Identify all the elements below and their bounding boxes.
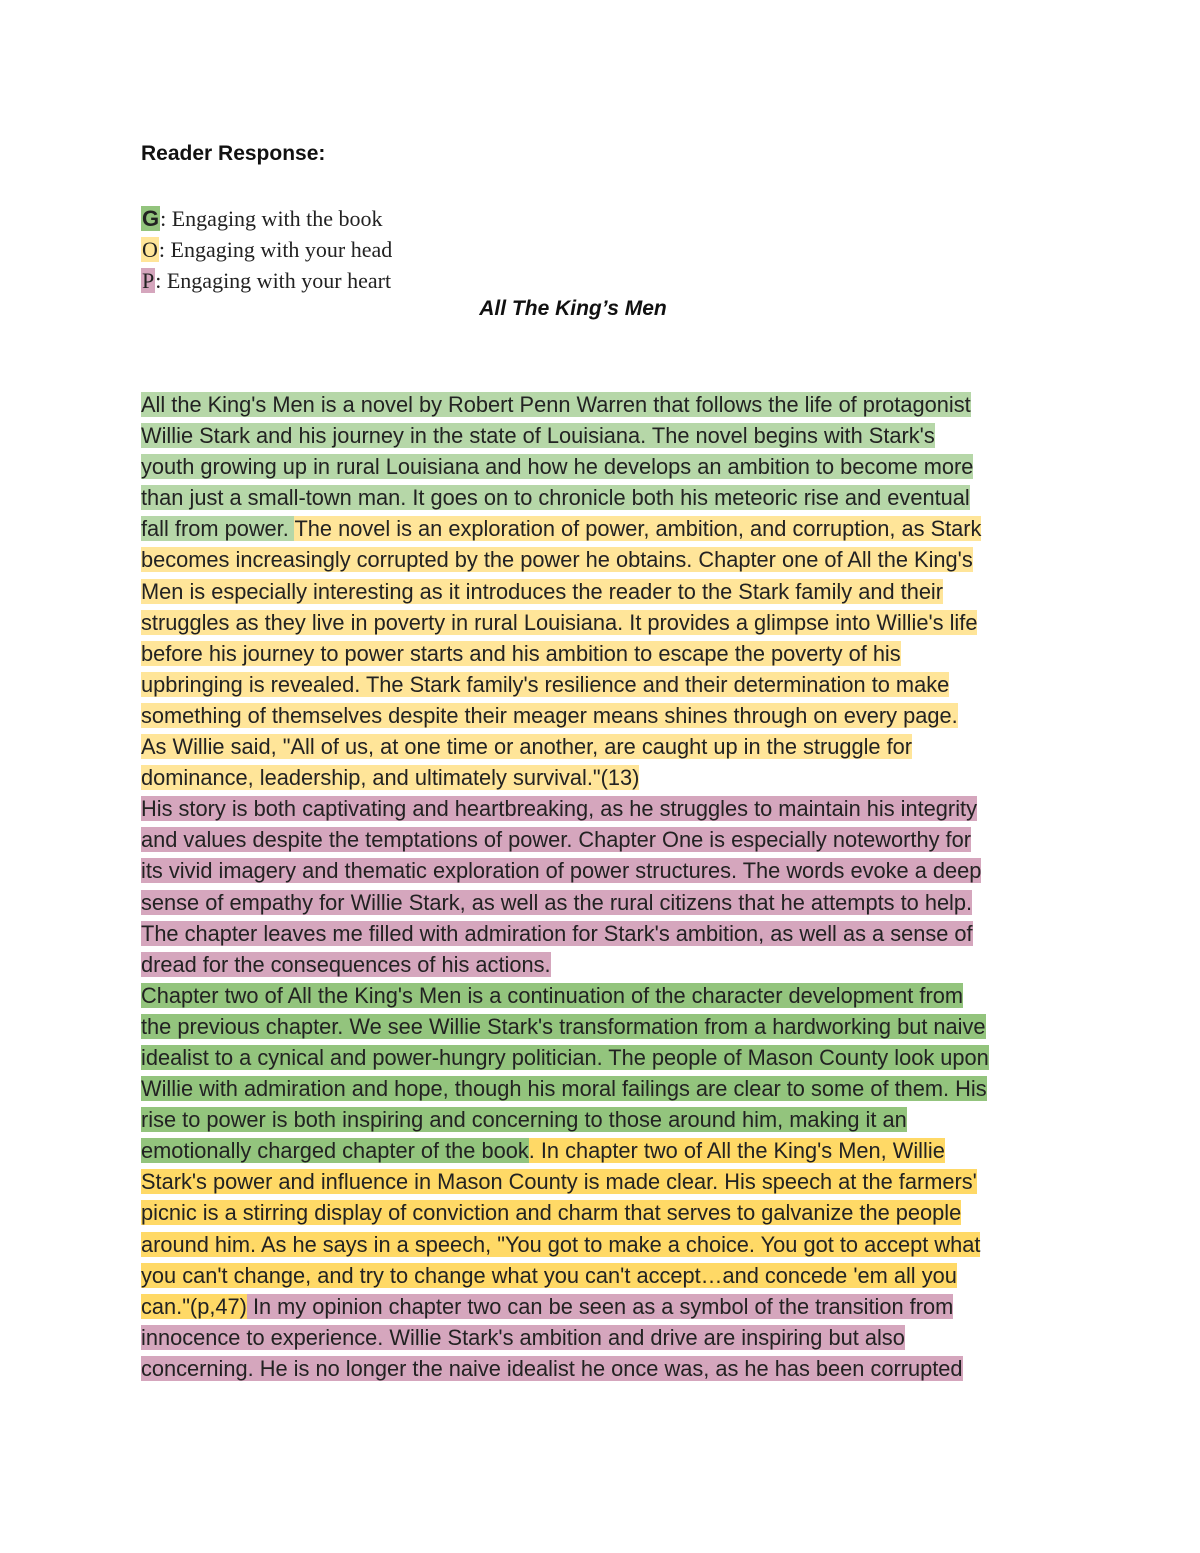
highlighted-text-g: Willie Stark and his journey in the state of Louisiana. The novel begins with Stark's bbox=[141, 423, 935, 449]
text-line bbox=[141, 607, 1059, 638]
legend-key-g: G bbox=[142, 206, 160, 231]
text-line bbox=[141, 1197, 1059, 1228]
legend-item-o bbox=[141, 234, 392, 265]
highlighted-text-g2: Willie with admiration and hope, though his moral failings are clear to some of them. His bbox=[141, 1076, 987, 1102]
legend-key-p: P bbox=[142, 268, 155, 293]
highlighted-text-p: concerning. He is no longer the naive idealist he once was, as he has been corrupted bbox=[141, 1355, 963, 1381]
text-line bbox=[141, 389, 1059, 420]
highlighted-text-g: fall from power. bbox=[141, 516, 295, 542]
highlighted-text-o: Men is especially interesting as it introduces the reader to the Stark family and their bbox=[141, 578, 944, 604]
highlighted-text-o: something of themselves despite their meager means shines through on every page. bbox=[141, 702, 958, 728]
text-line bbox=[141, 420, 1059, 451]
text-line bbox=[141, 980, 1059, 1011]
text-line bbox=[141, 1322, 1059, 1353]
text-line bbox=[141, 1042, 1059, 1073]
highlighted-text-o: struggles as they live in poverty in rural Louisiana. It provides a glimpse into Willie's life bbox=[141, 609, 978, 635]
legend-item-g bbox=[141, 203, 392, 234]
text-line bbox=[141, 482, 1059, 513]
text-line bbox=[141, 669, 1059, 700]
text-line bbox=[141, 1073, 1059, 1104]
highlighted-text-o: dominance, leadership, and ultimately survival."(13) bbox=[141, 765, 640, 791]
text-line bbox=[141, 1353, 1059, 1384]
highlighted-text-o2: . In chapter two of All the King's Men, Willie bbox=[528, 1138, 945, 1164]
text-line bbox=[141, 949, 1059, 980]
highlighted-text-o: before his journey to power starts and his ambition to escape the poverty of his bbox=[141, 640, 901, 666]
highlighted-text-o: As Willie said, "All of us, at one time or another, are caught up in the struggle for bbox=[141, 734, 913, 760]
legend-label-p: : Engaging with your heart bbox=[155, 268, 392, 293]
text-line bbox=[141, 762, 1059, 793]
highlighted-text-o: becomes increasingly corrupted by the power he obtains. Chapter one of All the King's bbox=[141, 547, 973, 573]
highlighted-text-o2: picnic is a stirring display of conviction and charm that serves to galvanize the people bbox=[141, 1200, 962, 1226]
legend-item-p bbox=[141, 265, 392, 296]
highlighted-text-p: In my opinion chapter two can be seen as a symbol of the transition from bbox=[246, 1293, 954, 1319]
highlighted-text-g2: rise to power is both inspiring and concerning to those around him, making it an bbox=[141, 1107, 907, 1133]
highlighted-text-o2: you can't change, and try to change what you can't accept…and concede 'em all you bbox=[141, 1262, 957, 1288]
highlighted-text-p: The chapter leaves me filled with admiration for Stark's ambition, as well as a sense of bbox=[141, 920, 973, 946]
text-line bbox=[141, 1166, 1059, 1197]
highlighted-text-g: youth growing up in rural Louisiana and how he develops an ambition to become more bbox=[141, 454, 974, 480]
highlighted-text-p: sense of empathy for Willie Stark, as well as the rural citizens that he attempts to help. bbox=[141, 889, 973, 915]
highlighted-text-o2: can."(p,47) bbox=[141, 1293, 247, 1319]
text-line bbox=[141, 824, 1059, 855]
highlighted-text-o2: Stark's power and influence in Mason County is made clear. His speech at the farmers' bbox=[141, 1169, 977, 1195]
legend-label-g: : Engaging with the book bbox=[160, 206, 383, 231]
text-line bbox=[141, 1229, 1059, 1260]
highlighted-text-g: than just a small-town man. It goes on to chronicle both his meteoric rise and eventual bbox=[141, 485, 970, 511]
essay-title: All The King’s Men bbox=[479, 297, 667, 320]
highlight-legend bbox=[141, 203, 392, 296]
text-line bbox=[141, 638, 1059, 669]
page-heading: Reader Response: bbox=[141, 142, 326, 165]
highlighted-text-g2: the previous chapter. We see Willie Stark's transformation from a hardworking but naive bbox=[141, 1013, 986, 1039]
legend-label-o: : Engaging with your head bbox=[158, 237, 393, 262]
highlighted-text-g2: idealist to a cynical and power-hungry politician. The people of Mason County look upon bbox=[141, 1044, 989, 1070]
text-line bbox=[141, 887, 1059, 918]
legend-key-o: O bbox=[142, 237, 158, 262]
highlighted-text-p: and values despite the temptations of power. Chapter One is especially noteworthy for bbox=[141, 827, 971, 853]
text-line bbox=[141, 1135, 1059, 1166]
text-line bbox=[141, 855, 1059, 886]
text-line bbox=[141, 513, 1059, 544]
text-line bbox=[141, 700, 1059, 731]
text-line bbox=[141, 576, 1059, 607]
highlighted-text-p: dread for the consequences of his actions. bbox=[141, 951, 551, 977]
text-line bbox=[141, 793, 1059, 824]
text-line bbox=[141, 1291, 1059, 1322]
highlighted-text-p: innocence to experience. Willie Stark's ambition and drive are inspiring but also bbox=[141, 1324, 905, 1350]
essay-body bbox=[141, 389, 1059, 1384]
text-line bbox=[141, 918, 1059, 949]
highlighted-text-p: His story is both captivating and heartbreaking, as he struggles to maintain his integrity bbox=[141, 796, 977, 822]
text-line bbox=[141, 1104, 1059, 1135]
highlighted-text-g2: Chapter two of All the King's Men is a continuation of the character development from bbox=[141, 982, 963, 1008]
highlighted-text-o: upbringing is revealed. The Stark family's resilience and their determination to make bbox=[141, 671, 950, 697]
text-line bbox=[141, 1260, 1059, 1291]
text-line bbox=[141, 731, 1059, 762]
text-line bbox=[141, 1011, 1059, 1042]
highlighted-text-g2: emotionally charged chapter of the book bbox=[141, 1138, 529, 1164]
highlighted-text-g: All the King's Men is a novel by Robert Penn Warren that follows the life of protagonist bbox=[141, 392, 971, 417]
highlighted-text-o2: around him. As he says in a speech, "You got to make a choice. You got to accept what bbox=[141, 1231, 981, 1257]
highlighted-text-o: The novel is an exploration of power, ambition, and corruption, as Stark bbox=[294, 516, 982, 542]
highlighted-text-p: its vivid imagery and thematic exploration of power structures. The words evoke a deep bbox=[141, 858, 982, 884]
text-line bbox=[141, 544, 1059, 575]
text-line bbox=[141, 451, 1059, 482]
